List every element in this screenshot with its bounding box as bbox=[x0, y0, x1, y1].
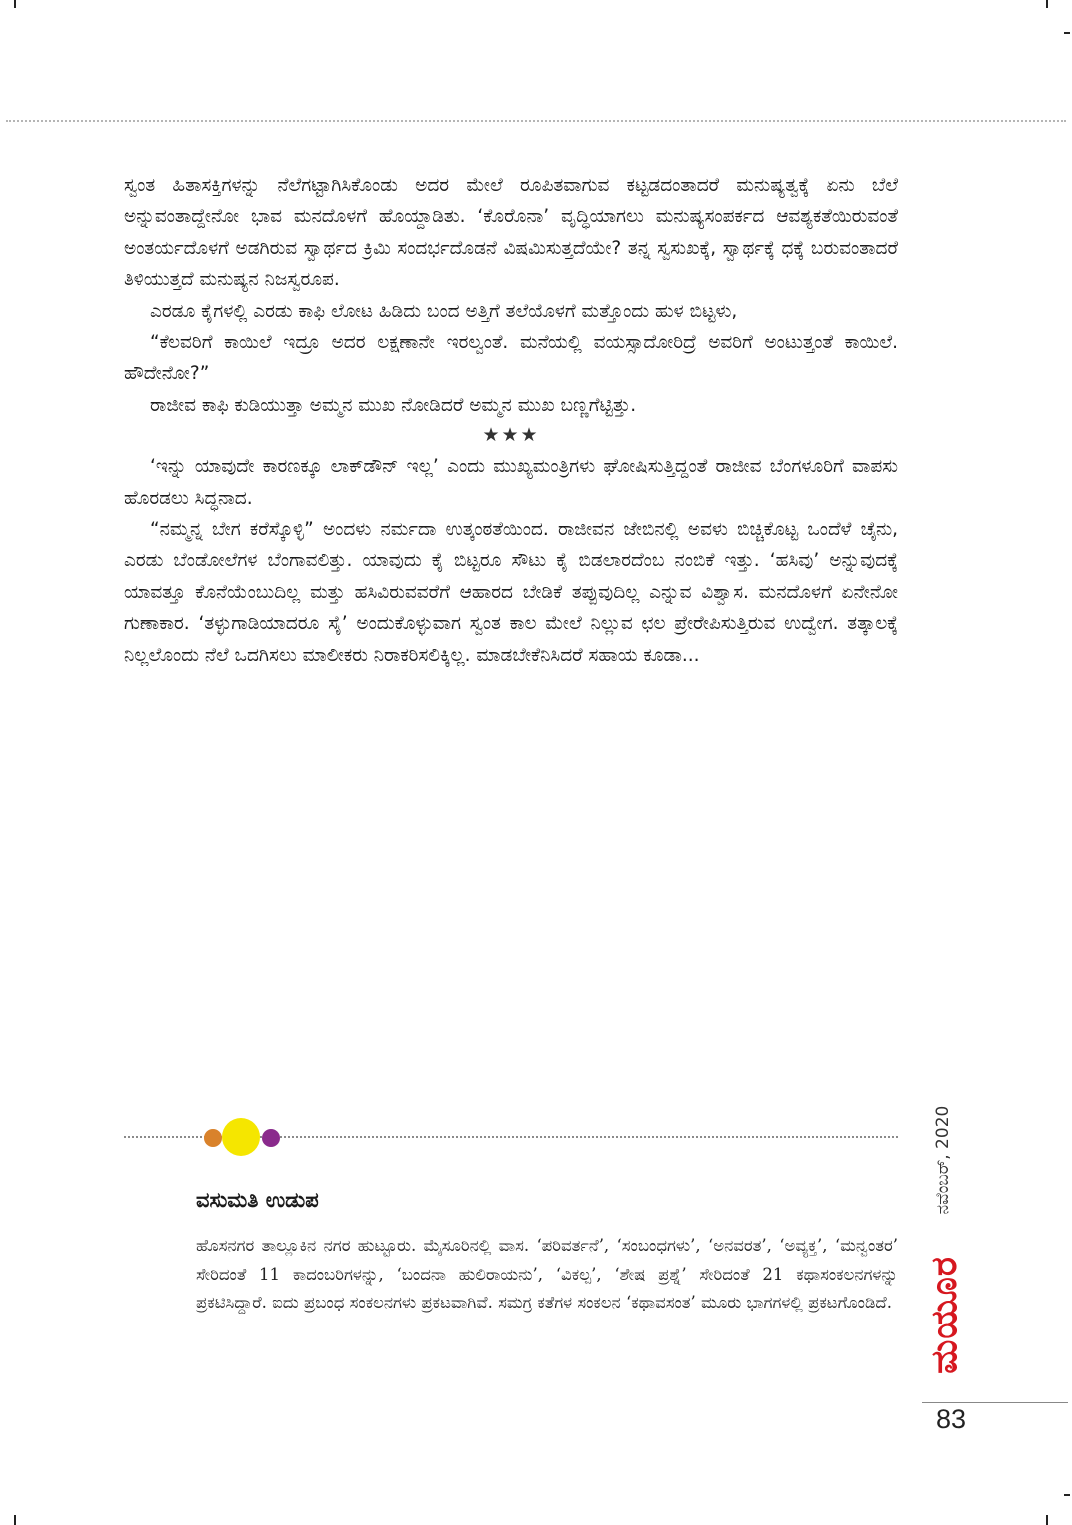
author-bio: ಹೊಸನಗರ ತಾಲ್ಲೂಕಿನ ನಗರ ಹುಟ್ಟೂರು. ಮೈಸೂರಿನಲ್ಲಿ ವಾಸ. ‘ಪರಿವರ್ತನೆ’, ‘ಸಂಬಂಧಗಳು’, ‘ಅನವರತ’, ‘ಅವ್ಯಕ್ತ’, ‘ಮನ್ವಂತರ’ ಸೇರಿದಂತೆ 11 ಕಾದಂಬರಿಗಳನ್ನು, ‘ಬಂದನಾ ಹುಲಿರಾಯನು’, ‘ವಿಕಲ್ಪ’, ‘ಶೇಷ ಪ್ರಶ್ನೆ’ ಸೇರಿದಂತೆ 21 ಕಥಾಸಂಕಲನಗಳನ್ನು ಪ್ರಕಟಿಸಿದ್ದಾರೆ. ಐದು ಪ್ರಬಂಧ ಸಂಕಲನಗಳು ಪ್ರಕಟವಾಗಿವೆ. ಸಮಗ್ರ ಕತೆಗಳ ಸಂಕಲನ ‘ಕಥಾವಸಂತ’ ಮೂರು ಭಾಗಗಳಲ್ಲಿ ಪ್ರಕಟಗೊಂಡಿದೆ. bbox=[196, 1236, 898, 1313]
yellow-dot-ornament bbox=[222, 1118, 260, 1156]
page-number: 83 bbox=[936, 1404, 967, 1434]
magazine-logo bbox=[922, 1240, 968, 1390]
article-paragraph: ಎರಡೂ ಕೈಗಳಲ್ಲಿ ಎರಡು ಕಾಫಿ ಲೋಟ ಹಿಡಿದು ಬಂದ ಅತ್ತಿಗೆ ತಲೆಯೊಳಗೆ ಮತ್ತೊಂದು ಹುಳ ಬಿಟ್ಟಳು, bbox=[150, 300, 738, 322]
page-number-rule bbox=[922, 1402, 1068, 1403]
author-name: ವಸುಮತಿ ಉಡುಪ bbox=[196, 1188, 319, 1212]
article-paragraph: ‘ಇನ್ನು ಯಾವುದೇ ಕಾರಣಕ್ಕೂ ಲಾಕ್‌ಡೌನ್ ಇಲ್ಲ’ ಎಂದು ಮುಖ್ಯಮಂತ್ರಿಗಳು ಘೋಷಿಸುತ್ತಿದ್ದಂತೆ ರಾಜೀವ ಬೆಂಗಳೂರಿಗೆ ವಾಪಸು ಹೊರಡಲು ಸಿದ್ಧನಾದ. bbox=[124, 456, 898, 509]
issue-date-text: ನವೆಂಬರ್, 2020 bbox=[933, 1105, 953, 1215]
crop-mark-bottom-left bbox=[14, 1515, 16, 1525]
section-separator-stars: ★★★ bbox=[482, 424, 540, 447]
article-paragraph: “ನಮ್ಮನ್ನ ಬೇಗ ಕರೆಸ್ಕೊಳ್ಳಿ” ಅಂದಳು ನರ್ಮದಾ ಉತ್ಕಂಠತೆಯಿಂದ. ರಾಜೀವನ ಜೇಬಿನಲ್ಲಿ ಅವಳು ಬಿಚ್ಚಿಕೊಟ್ಟ ಒಂದೆಳೆ ಚೈನು, ಎರಡು ಬೆಂಡೋಲೆಗಳ ಬೆಂಗಾವಲಿತ್ತು. ಯಾವುದು ಕೈ ಬಿಟ್ಟರೂ ಸೌಟು ಕೈ ಬಿಡಲಾರದೆಂಬ ನಂಬಿಕೆ ಇತ್ತು. ‘ಹಸಿವು’ ಅನ್ನುವುದಕ್ಕೆ ಯಾವತ್ತೂ ಕೊನೆಯೆಂಬುದಿಲ್ಲ ಮತ್ತು ಹಸಿವಿರುವವರೆಗೆ ಆಹಾರದ ಬೇಡಿಕೆ ತಪ್ಪುವುದಿಲ್ಲ ಎನ್ನುವ ವಿಶ್ವಾಸ. ಮನದೊಳಗೆ ಏನೇನೋ ಗುಣಾಕಾರ. ‘ತಳ್ಳುಗಾಡಿಯಾದರೂ ಸೈ’ ಅಂದುಕೊಳ್ಳುವಾಗ ಸ್ವಂತ ಕಾಲ ಮೇಲೆ ನಿಲ್ಲುವ ಛಲ ಪ್ರೇರೇಪಿಸುತ್ತಿರುವ ಉದ್ವೇಗ. ತತ್ಕಾಲಕ್ಕೆ ನಿಲ್ಲಲೊಂದು ನೆಲೆ ಒದಗಿಸಲು ಮಾಲೀಕರು ನಿರಾಕರಿಸಲಿಕ್ಕಿಲ್ಲ. ಮಾಡಬೇಕೆನಿಸಿದರೆ ಸಹಾಯ ಕೂಡಾ... bbox=[124, 519, 898, 666]
article-paragraph: “ಕೆಲವರಿಗೆ ಕಾಯಿಲೆ ಇದ್ರೂ ಅದರ ಲಕ್ಷಣಾನೇ ಇರಲ್ವಂತೆ. ಮನೆಯಲ್ಲಿ ವಯಸ್ಸಾದೋರಿದ್ರೆ ಅವರಿಗೆ ಅಂಟುತ್ತಂತೆ ಕಾಯಿಲೆ. ಹೌದೇನೋ?” bbox=[124, 332, 898, 385]
crop-mark-top-left bbox=[14, 0, 16, 8]
crop-mark-bottom-right bbox=[1046, 1515, 1048, 1525]
crop-mark-right-upper bbox=[1064, 32, 1070, 34]
purple-dot-ornament bbox=[262, 1129, 280, 1147]
author-section-divider bbox=[124, 1114, 898, 1160]
top-dotted-rule bbox=[6, 120, 1066, 122]
magazine-name: ಮಯೂರ bbox=[924, 1256, 965, 1374]
orange-dot-ornament bbox=[204, 1129, 222, 1147]
article-paragraph: ಸ್ವಂತ ಹಿತಾಸಕ್ತಿಗಳನ್ನು ನೆಲೆಗಟ್ಟಾಗಿಸಿಕೊಂಡು ಅದರ ಮೇಲೆ ರೂಪಿತವಾಗುವ ಕಟ್ಟಡದಂತಾದರೆ ಮನುಷ್ಯತ್ವಕ್ಕೆ ಏನು ಬೆಲೆ ಅನ್ನುವಂತಾದ್ದೇನೋ ಭಾವ ಮನದೊಳಗೆ ಹೊಯ್ದಾಡಿತು. ‘ಕೊರೊನಾ’ ವೃದ್ಧಿಯಾಗಲು ಮನುಷ್ಯಸಂಪರ್ಕದ ಆವಶ್ಯಕತೆಯಿರುವಂತೆ ಅಂತರ್ಯದೊಳಗೆ ಅಡಗಿರುವ ಸ್ವಾರ್ಥದ ಕ್ರಿಮಿ ಸಂದರ್ಭದೊಡನೆ ವಿಷಮಿಸುತ್ತದೆಯೇ? ತನ್ನ ಸ್ವಸುಖಕ್ಕೆ, ಸ್ವಾರ್ಥಕ್ಕೆ ಧಕ್ಕೆ ಬರುವಂತಾದರೆ ತಿಳಿಯುತ್ತದೆ ಮನುಷ್ಯನ ನಿಜಸ್ವರೂಪ. bbox=[124, 175, 898, 291]
crop-mark-top-right bbox=[1046, 0, 1048, 8]
crop-mark-right-lower bbox=[1064, 1494, 1070, 1496]
issue-date bbox=[928, 1090, 958, 1230]
article-body bbox=[124, 170, 898, 671]
article-paragraph: ರಾಜೀವ ಕಾಫಿ ಕುಡಿಯುತ್ತಾ ಅಮ್ಮನ ಮುಖ ನೋಡಿದರೆ ಅಮ್ಮನ ಮುಖ ಬಣ್ಣಗೆಟ್ಟಿತ್ತು. bbox=[150, 394, 637, 416]
